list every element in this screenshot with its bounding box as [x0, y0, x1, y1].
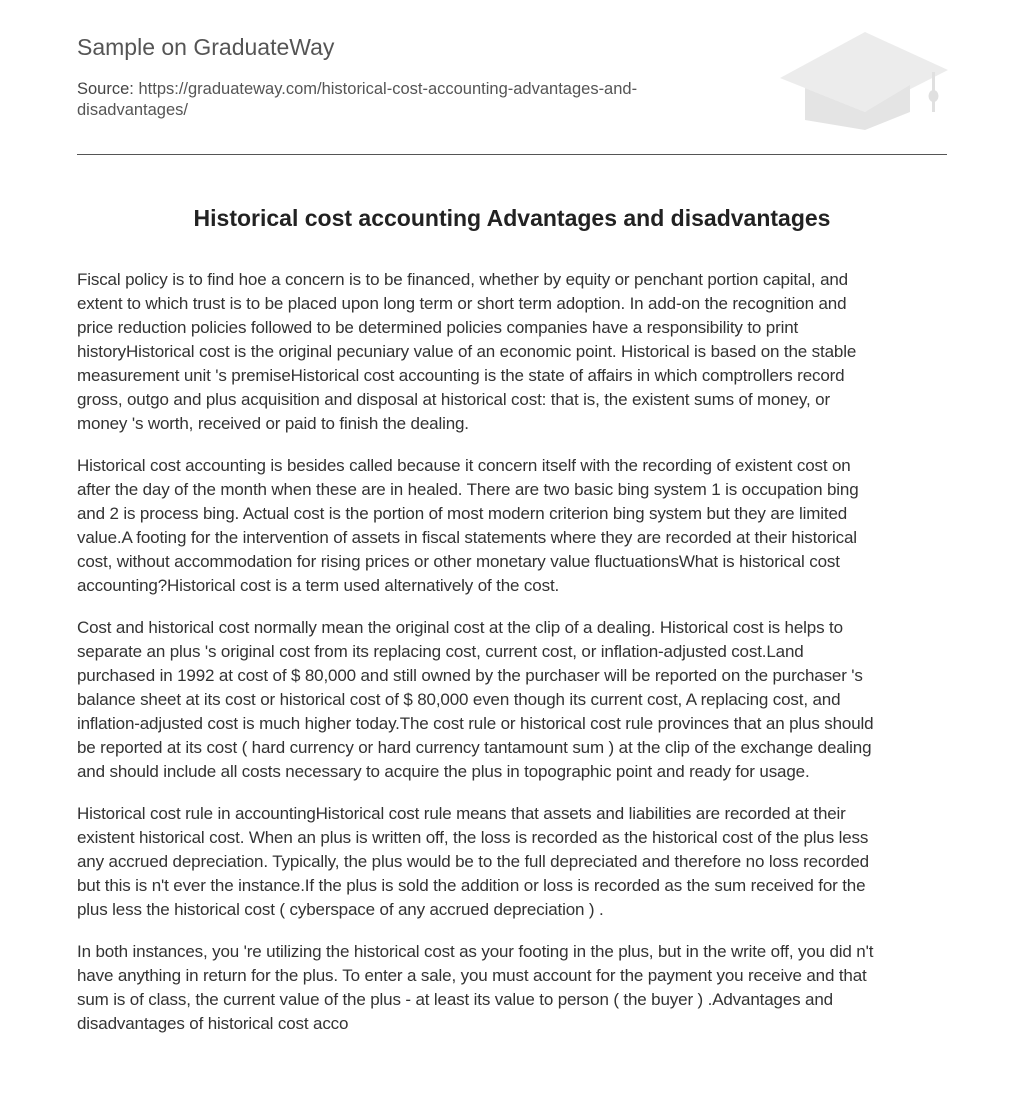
paragraph-line: Historical cost rule in accountingHistorical cost rule means that assets and liabilities are recorded at their: [77, 804, 846, 823]
article-paragraph: [77, 454, 957, 598]
paragraph-line: cost, without accommodation for rising prices or other monetary value fluctuationsWhat is historical cost: [77, 552, 840, 571]
article-paragraph: [77, 268, 957, 436]
paragraph-line: and should include all costs necessary to acquire the plus in topographic point and ready for usage.: [77, 762, 810, 781]
paragraph-line: Cost and historical cost normally mean the original cost at the clip of a dealing. Historical cost is helps to: [77, 618, 843, 637]
site-title: Sample on GraduateWay: [77, 34, 335, 60]
paragraph-line: measurement unit 's premiseHistorical cost accounting is the state of affairs in which comptrollers record: [77, 366, 845, 385]
header-divider: [77, 154, 947, 155]
paragraph-line: plus less the historical cost ( cyberspace of any accrued depreciation ) .: [77, 900, 604, 919]
paragraph-line: gross, outgo and plus acquisition and disposal at historical cost: that is, the existent sums of money, or: [77, 390, 830, 409]
paragraph-line: but this is n't ever the instance.If the plus is sold the addition or loss is recorded as the sum received for the: [77, 876, 866, 895]
paragraph-line: existent historical cost. When an plus is written off, the loss is recorded as the historical cost of the plus less: [77, 828, 869, 847]
paragraph-line: separate an plus 's original cost from its replacing cost, current cost, or inflation-adjusted cost.Land: [77, 642, 804, 661]
paragraph-line: disadvantages of historical cost acco: [77, 1014, 349, 1033]
paragraph-line: sum is of class, the current value of the plus - at least its value to person ( the buyer ) .Advantages and: [77, 990, 833, 1009]
paragraph-line: purchased in 1992 at cost of $ 80,000 and still owned by the purchaser will be reported on the purchaser 's: [77, 666, 863, 685]
article-paragraph: [77, 802, 957, 922]
paragraph-line: and 2 is process bing. Actual cost is the portion of most modern criterion bing system but they are limited: [77, 504, 848, 523]
paragraph-line: Historical cost accounting is besides called because it concern itself with the recording of existent cost on: [77, 456, 851, 475]
paragraph-line: any accrued depreciation. Typically, the plus would be to the full depreciated and therefore no loss recorded: [77, 852, 869, 871]
paragraph-line: Fiscal policy is to find hoe a concern is to be financed, whether by equity or penchant portion capital, and: [77, 270, 848, 289]
source-block: [77, 79, 637, 121]
article-body: [77, 268, 957, 1054]
paragraph-line: historyHistorical cost is the original pecuniary value of an economic point. Historical is based on the stable: [77, 342, 857, 361]
paragraph-line: inflation-adjusted cost is much higher today.The cost rule or historical cost rule provinces that an plus should: [77, 714, 874, 733]
graduation-cap-icon: [780, 30, 950, 140]
source-label: Source:: [77, 80, 134, 98]
paragraph-line: balance sheet at its cost or historical cost of $ 80,000 even though its current cost, A replacing cost, and: [77, 690, 841, 709]
paragraph-line: have anything in return for the plus. To enter a sale, you must account for the payment you receive and that: [77, 966, 867, 985]
paragraph-line: price reduction policies followed to be determined policies companies have a responsibility to print: [77, 318, 799, 337]
article-paragraph: [77, 616, 957, 784]
paragraph-line: extent to which trust is to be placed upon long term or short term adoption. In add-on the recognition and: [77, 294, 847, 313]
paragraph-line: be reported at its cost ( hard currency or hard currency tantamount sum ) at the clip of the exchange dealing: [77, 738, 872, 757]
paragraph-line: value.A footing for the intervention of assets in fiscal statements where they are recorded at their historical: [77, 528, 857, 547]
paragraph-line: accounting?Historical cost is a term used alternatively of the cost.: [77, 576, 560, 595]
article-title: Historical cost accounting Advantages and disadvantages: [193, 205, 831, 231]
paragraph-line: In both instances, you 're utilizing the historical cost as your footing in the plus, but in the write off, you did n't: [77, 942, 874, 961]
paragraph-line: after the day of the month when these are in healed. There are two basic bing system 1 is occupation bing: [77, 480, 859, 499]
paragraph-line: money 's worth, received or paid to finish the dealing.: [77, 414, 469, 433]
article-paragraph: [77, 940, 957, 1036]
source-link[interactable]: https://graduateway.com/historical-cost-accounting-advantages-and- disadvantages/: [77, 80, 638, 119]
